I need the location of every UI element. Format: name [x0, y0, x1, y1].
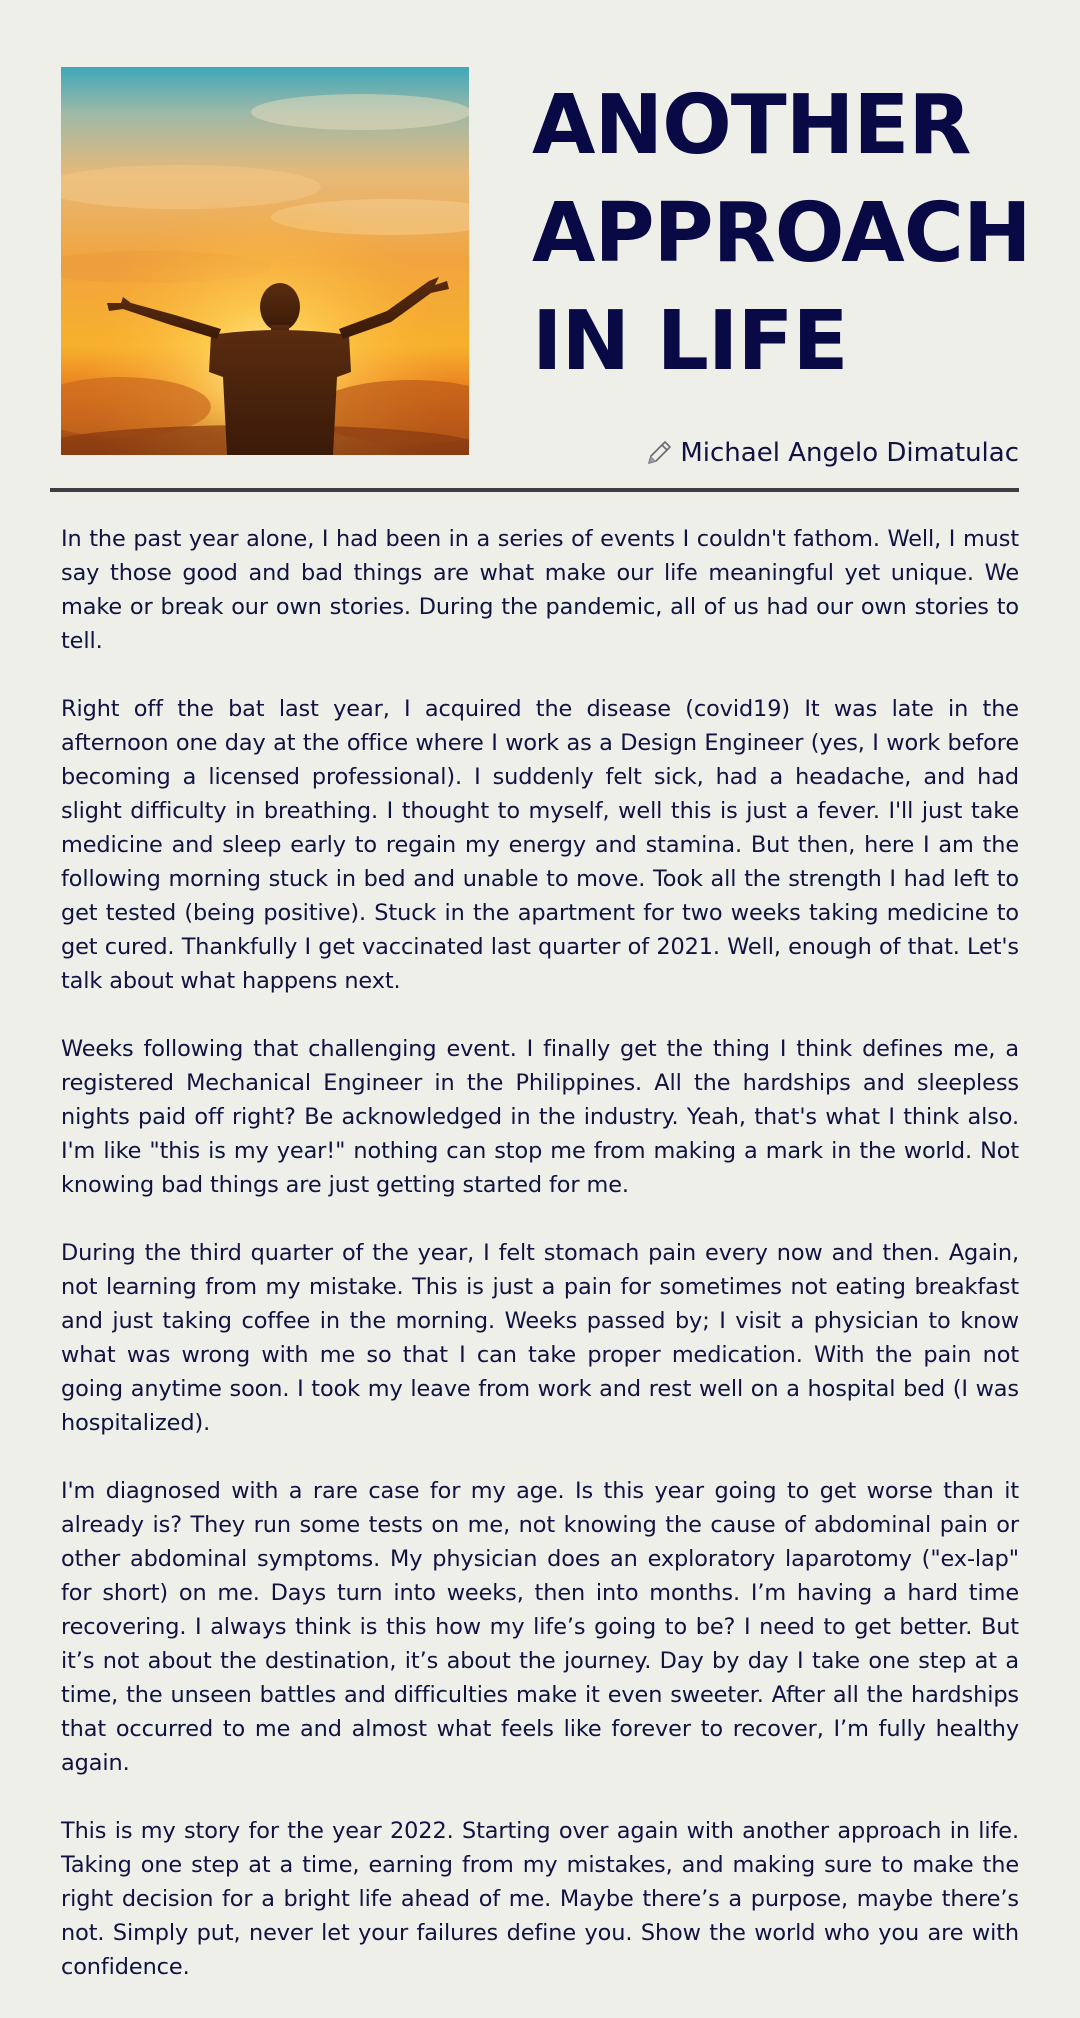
paragraph-4: During the third quarter of the year, I felt stomach pain every now and then. Again, not learning from my mistake. This is just a pain for sometimes not eating breakfast and just taking coffee in the morning. Weeks passed by; I visit a physician to know what was wrong with me so that I can take proper medication. With the pain not going anytime soon. I took my leave from work and rest well on a hospital bed (I was hospitalized). [61, 1240, 1019, 1436]
article-body [61, 522, 1019, 2018]
hero-sunset-image [61, 67, 469, 455]
pencil-icon [644, 438, 674, 468]
title-line-3: IN LIFE [532, 294, 848, 389]
paragraph-2: Right off the bat last year, I acquired the disease (covid19) It was late in the afternoon one day at the office where I work as a Design Engineer (yes, I work before becoming a licensed professional). I suddenly felt sick, had a headache, and had slight difficulty in breathing. I thought to myself, well this is just a fever. I'll just take medicine and sleep early to regain my energy and stamina. But then, here I am the following morning stuck in bed and unable to move. Took all the strength I had left to get tested (being positive). Stuck in the apartment for two weeks taking medicine to get cured. Thankfully I get vaccinated last quarter of 2021. Well, enough of that. Let's talk about what happens next. [61, 696, 1019, 994]
page-title [532, 72, 1031, 396]
title-line-1: ANOTHER [532, 78, 971, 173]
paragraph-3: Weeks following that challenging event. I finally get the thing I think defines me, a registered Mechanical Engineer in the Philippines. All the hardships and sleepless nights paid off right? Be acknowledged in the industry. Yeah, that's what I think also. I'm like "this is my year!" nothing can stop me from making a mark in the world. Not knowing bad things are just getting started for me. [61, 1036, 1019, 1198]
paragraph-1: In the past year alone, I had been in a series of events I couldn't fathom. Well, I must say those good and bad things are what make our life meaningful yet unique. We make or break our own stories. During the pandemic, all of us had our own stories to tell. [61, 526, 1019, 654]
paragraph-5: I'm diagnosed with a rare case for my age. Is this year going to get worse than it already is? They run some tests on me, not knowing the cause of abdominal pain or other abdominal symptoms. My physician does an exploratory laparotomy ("ex-lap" for short) on me. Days turn into weeks, then into months. I’m having a hard time recovering. I always think is this how my life’s going to be? I need to get better. But it’s not about the destination, it’s about the journey. Day by day I take one step at a time, the unseen battles and difficulties make it even sweeter. After all the hardships that occurred to me and almost what feels like forever to recover, I’m fully healthy again. [61, 1478, 1019, 1776]
paragraph-6: This is my story for the year 2022. Starting over again with another approach in life. Taking one step at a time, earning from my mistakes, and making sure to make the right decision for a bright life ahead of me. Maybe there’s a purpose, maybe there’s not. Simply put, never let your failures define you. Show the world who you are with confidence. [61, 1818, 1019, 1980]
sunset-silhouette-image [61, 67, 469, 455]
title-line-2: APPROACH [532, 186, 1031, 281]
author-name: Michael Angelo Dimatulac [680, 438, 1019, 468]
author-byline [644, 438, 1019, 468]
header-divider [50, 488, 1019, 492]
